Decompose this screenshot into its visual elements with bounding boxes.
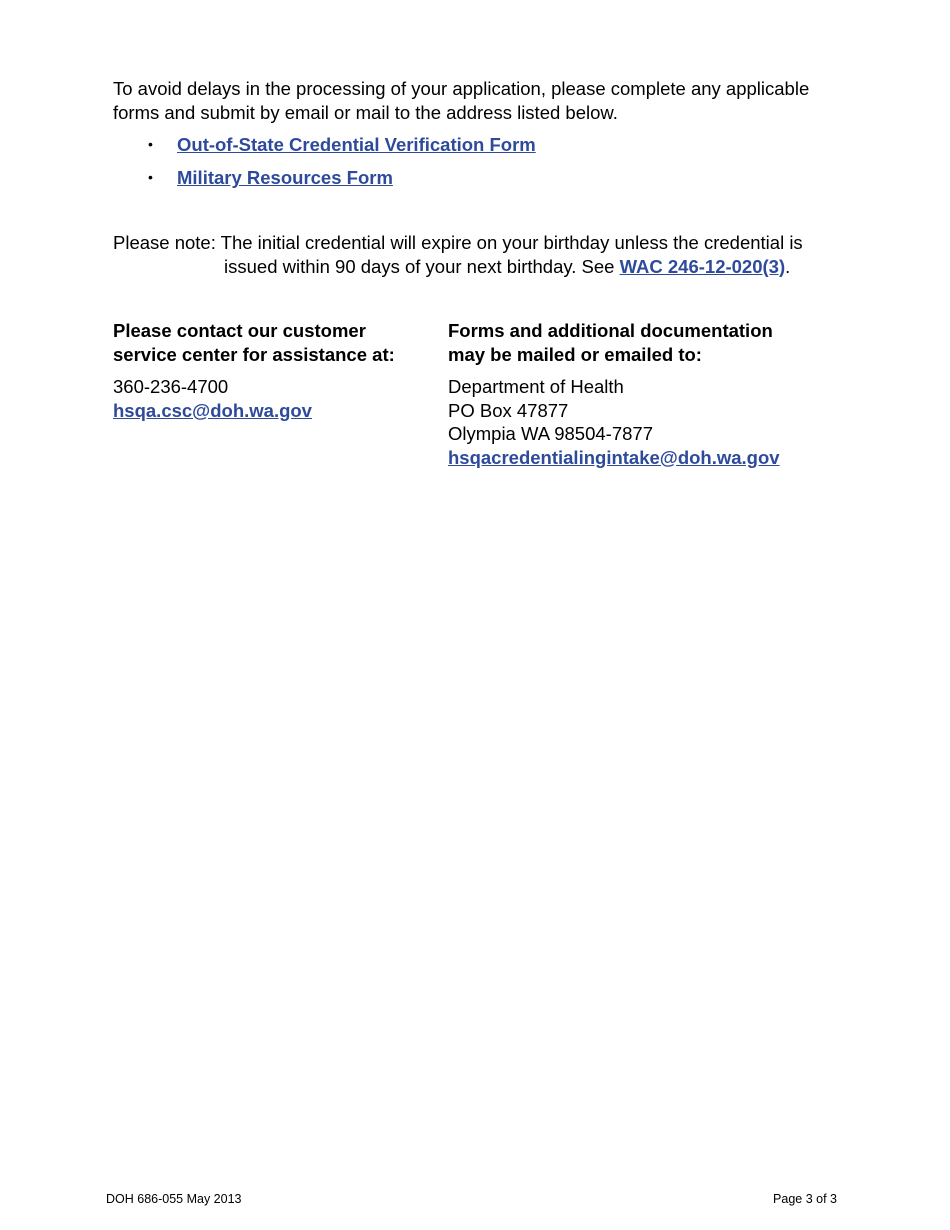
out-of-state-verification-form-link[interactable]: Out-of-State Credential Verification Form — [177, 134, 536, 155]
intro-paragraph: To avoid delays in the processing of your application, please complete any applicable forms and submit by email or mail to the address listed below. — [113, 78, 810, 123]
contact-heading-line-1: Please contact our customer — [113, 320, 366, 341]
intake-email-link[interactable]: hsqacredentialingintake@doh.wa.gov — [448, 446, 780, 468]
mailing-column — [448, 319, 828, 469]
note-line-2-period: . — [785, 255, 791, 277]
mailing-heading-line-2: may be mailed or emailed to: — [448, 343, 702, 365]
military-resources-form-link[interactable]: Military Resources Form — [177, 167, 393, 188]
bullet-icon: • — [148, 136, 153, 152]
contact-heading-line-2: service center for assistance at: — [113, 343, 395, 365]
footer-form-id: DOH 686-055 May 2013 — [106, 1192, 242, 1206]
mailing-heading-line-1: Forms and additional documentation — [448, 320, 773, 341]
footer-page-number: Page 3 of 3 — [773, 1192, 837, 1206]
mailing-org: Department of Health — [448, 376, 624, 397]
note-line-2 — [113, 255, 843, 279]
note-line-2-text: issued within 90 days of your next birthday. See — [224, 255, 620, 277]
expiration-note — [113, 231, 843, 278]
contact-heading — [113, 319, 433, 366]
list-item — [148, 166, 536, 199]
mailing-po-box: PO Box 47877 — [448, 399, 569, 421]
mailing-heading — [448, 319, 828, 366]
mailing-city: Olympia WA 98504-7877 — [448, 423, 653, 444]
note-line-1: Please note: The initial credential will expire on your birthday unless the credential is — [113, 232, 803, 253]
bullet-icon: • — [148, 169, 153, 185]
wac-link[interactable]: WAC 246-12-020(3) — [619, 255, 786, 277]
forms-list — [148, 133, 536, 199]
list-item — [148, 133, 536, 166]
contact-column — [113, 319, 433, 422]
contact-email-link[interactable]: hsqa.csc@doh.wa.gov — [113, 399, 312, 421]
contact-phone: 360-236-4700 — [113, 376, 229, 397]
